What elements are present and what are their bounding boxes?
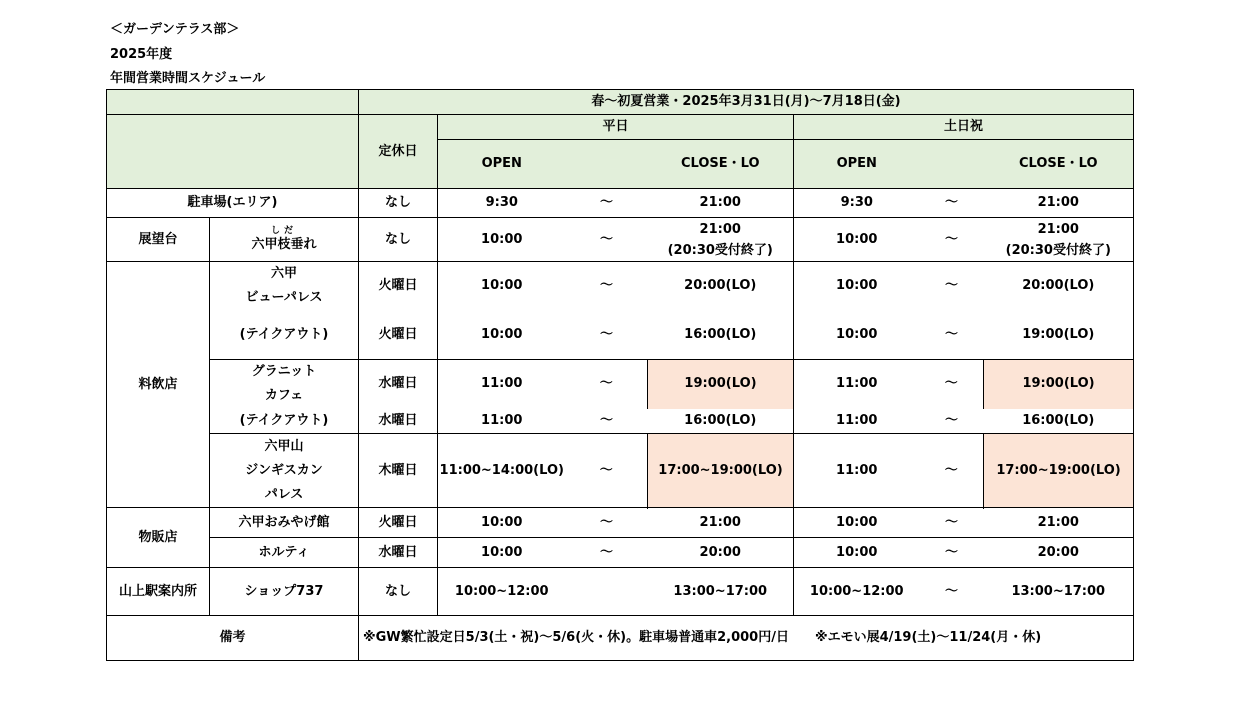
table-row	[107, 218, 1134, 262]
holiday-close: 13:00~17:00	[984, 568, 1134, 616]
closed-day: 水曜日	[359, 360, 438, 409]
weekday-header: 平日	[438, 115, 794, 140]
holiday-header: 土日祝	[794, 115, 1134, 140]
header-year: 2025年度	[110, 47, 173, 62]
table-row	[107, 360, 1134, 409]
corner-cell-lower	[107, 115, 359, 189]
holiday-open: 10:00	[794, 262, 920, 311]
tilde: ～	[920, 508, 984, 538]
tilde: ～	[920, 189, 984, 218]
weekday-open: 10:00~12:00	[438, 568, 566, 616]
holiday-open: 9:30	[794, 189, 920, 218]
facility-name-line: 六甲山	[264, 438, 304, 454]
weekday-open: 10:00	[438, 311, 566, 360]
facility-name-line: ビューパレス	[245, 290, 323, 306]
group-name: 物販店	[107, 508, 210, 568]
tilde: ～	[566, 434, 648, 508]
group-name: 展望台	[107, 218, 210, 262]
tilde: ～	[566, 218, 648, 262]
holiday-open: 10:00	[794, 311, 920, 360]
tilde: ～	[920, 262, 984, 311]
table-row	[107, 409, 1134, 434]
close-note: (20:30受付終了)	[1005, 242, 1111, 258]
close-note: (20:30受付終了)	[667, 242, 773, 258]
closed-day: なし	[359, 218, 438, 262]
tilde: ～	[920, 409, 984, 434]
header-title: 年間営業時間スケジュール	[110, 71, 266, 86]
weekday-close: 20:00	[648, 538, 794, 568]
table-row	[107, 311, 1134, 360]
tilde: ～	[566, 189, 648, 218]
weekday-open: 11:00~14:00(LO)	[438, 434, 566, 508]
facility-name-line: カフェ	[264, 388, 304, 404]
holiday-open: 10:00~12:00	[794, 568, 920, 616]
weekday-open: 11:00	[438, 360, 566, 409]
header-line-1: ＜ガーデンテラス部＞	[110, 22, 240, 37]
weekday-close: 13:00~17:00	[648, 568, 794, 616]
holiday-close: 20:00	[984, 538, 1134, 568]
facility-name-text: 六甲枝垂れ	[251, 236, 317, 252]
facility-name: 六甲おみやげ館	[210, 508, 359, 538]
schedule-table	[106, 89, 1134, 661]
holiday-open: 11:00	[794, 409, 920, 434]
holiday-close-highlight: 17:00~19:00(LO)	[984, 434, 1134, 508]
table-row	[107, 434, 1134, 508]
facility-name: (テイクアウト)	[210, 311, 359, 360]
tilde: ～	[920, 360, 984, 409]
weekday-open: 11:00	[438, 409, 566, 434]
weekday-close: 16:00(LO)	[648, 409, 794, 434]
holiday-close: 20:00(LO)	[984, 262, 1134, 311]
holiday-open: 11:00	[794, 434, 920, 508]
closed-day-header: 定休日	[359, 115, 438, 189]
close-time: 21:00	[699, 221, 741, 237]
weekday-close	[648, 218, 794, 262]
weekday-close-highlight: 19:00(LO)	[648, 360, 794, 409]
tilde: ～	[566, 311, 648, 360]
tilde: ～	[920, 568, 984, 616]
tilde: ～	[920, 538, 984, 568]
holiday-close: 21:00	[984, 508, 1134, 538]
holiday-open: 10:00	[794, 508, 920, 538]
tilde-empty	[566, 568, 648, 616]
group-name: 山上駅案内所	[107, 568, 210, 616]
table-row	[107, 189, 1134, 218]
facility-name: ショップ737	[210, 568, 359, 616]
holiday-close: 21:00	[984, 189, 1134, 218]
remarks-text: ※GW繁忙設定日5/3(土・祝)～5/6(火・休)。駐車場普通車2,000円/日 ※エモい展4/19(土)～11/24(月・休)	[359, 616, 1134, 661]
tilde: ～	[566, 262, 648, 311]
holiday-close-highlight: 19:00(LO)	[984, 360, 1134, 409]
close-time: 21:00	[1037, 221, 1079, 237]
remarks-label: 備考	[107, 616, 359, 661]
tilde: ～	[566, 538, 648, 568]
holiday-open: 10:00	[794, 538, 920, 568]
facility-name-line: パレス	[264, 486, 304, 502]
holiday-close: 19:00(LO)	[984, 311, 1134, 360]
weekday-open-header: OPEN	[438, 140, 566, 189]
weekday-open: 9:30	[438, 189, 566, 218]
holiday-close: 16:00(LO)	[984, 409, 1134, 434]
weekday-close-header: CLOSE・LO	[648, 140, 794, 189]
holiday-gap	[920, 140, 984, 189]
tilde: ～	[566, 508, 648, 538]
table-row	[107, 568, 1134, 616]
weekday-open: 10:00	[438, 538, 566, 568]
table-row	[107, 538, 1134, 568]
weekday-open: 10:00	[438, 218, 566, 262]
weekday-close: 21:00	[648, 189, 794, 218]
facility-name-line: 六甲	[270, 266, 297, 282]
tilde: ～	[566, 360, 648, 409]
facility-name	[210, 360, 359, 409]
holiday-open-header: OPEN	[794, 140, 920, 189]
closed-day: 火曜日	[359, 311, 438, 360]
weekday-close-highlight: 17:00~19:00(LO)	[648, 434, 794, 508]
holiday-close	[984, 218, 1134, 262]
ruby-reading: しだ	[270, 225, 297, 236]
table-row	[107, 508, 1134, 538]
closed-day: 火曜日	[359, 508, 438, 538]
closed-day: 火曜日	[359, 262, 438, 311]
period-header: 春～初夏営業・2025年3月31日(月)～7月18日(金)	[359, 90, 1134, 115]
holiday-open: 11:00	[794, 360, 920, 409]
tilde: ～	[920, 311, 984, 360]
closed-day: 木曜日	[359, 434, 438, 508]
tilde: ～	[920, 434, 984, 508]
closed-day: なし	[359, 189, 438, 218]
closed-day: 水曜日	[359, 409, 438, 434]
holiday-open: 10:00	[794, 218, 920, 262]
closed-day: なし	[359, 568, 438, 616]
facility-name-line: グラニット	[251, 364, 317, 380]
weekday-close: 16:00(LO)	[648, 311, 794, 360]
facility-name	[210, 434, 359, 508]
weekday-close: 20:00(LO)	[648, 262, 794, 311]
table-row	[107, 262, 1134, 311]
weekday-gap	[566, 140, 648, 189]
facility-name: ホルティ	[210, 538, 359, 568]
corner-cell	[107, 90, 359, 115]
facility-name	[210, 262, 359, 311]
facility-name: 駐車場(エリア)	[107, 189, 359, 218]
closed-day: 水曜日	[359, 538, 438, 568]
weekday-open: 10:00	[438, 262, 566, 311]
holiday-close-header: CLOSE・LO	[984, 140, 1134, 189]
weekday-close: 21:00	[648, 508, 794, 538]
table-row	[107, 616, 1134, 661]
tilde: ～	[920, 218, 984, 262]
facility-name	[210, 218, 359, 262]
facility-name: (テイクアウト)	[210, 409, 359, 434]
tilde: ～	[566, 409, 648, 434]
group-name: 料飲店	[107, 262, 210, 508]
weekday-open: 10:00	[438, 508, 566, 538]
facility-name-line: ジンギスカン	[245, 462, 323, 478]
